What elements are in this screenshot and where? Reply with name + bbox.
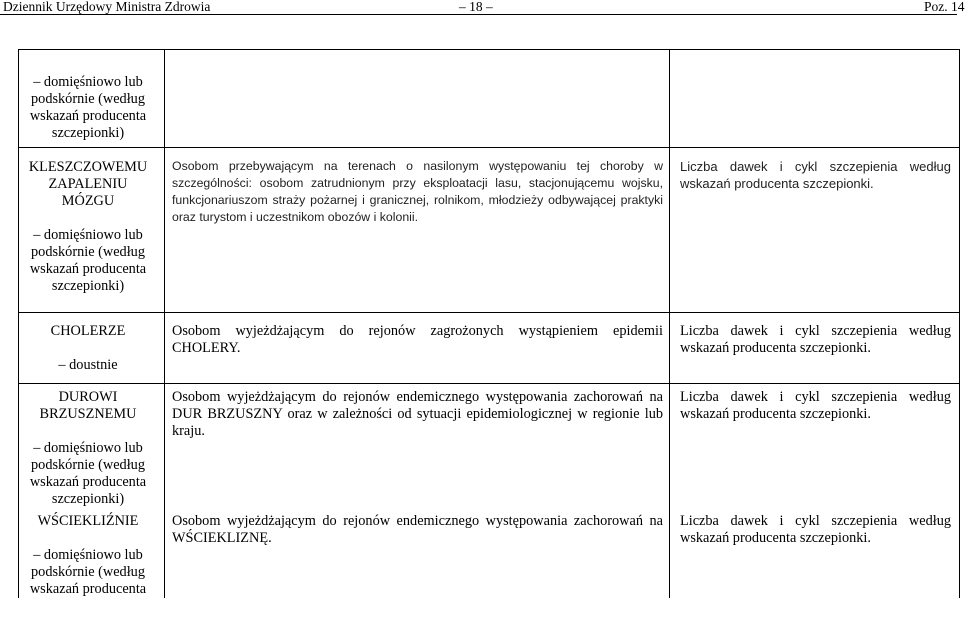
disease-name: KLESZCZOWEMU ZAPALENIU MÓZGU (28, 159, 148, 209)
page-number: – 18 – (459, 0, 493, 14)
disease-name: CHOLERZE (50, 323, 126, 339)
table-row (19, 313, 960, 384)
route-line: wskazań producenta (29, 108, 147, 124)
dosing-cell (670, 384, 960, 509)
dosing-cell (670, 148, 960, 313)
disease-name: DUROWI BRZUSZNEMU (39, 389, 137, 422)
dosing-text: Liczba dawek i cykl szczepienia według wskazań producenta szczepionki. (680, 323, 951, 356)
table-row (19, 508, 960, 598)
dosing-cell (670, 508, 960, 598)
dosing-cell (670, 50, 960, 148)
target-group-cell (165, 384, 670, 509)
route-line: – domięśniowo lub (27, 440, 149, 457)
item-number: Poz. 14 (924, 0, 965, 14)
route-line: wskazań producenta (29, 581, 147, 597)
route-line: szczepionki) (51, 278, 125, 294)
vaccination-table (18, 49, 960, 598)
dosing-text: Liczba dawek i cykl szczepienia według wskazań producenta szczepionki. (680, 513, 951, 546)
route-line: szczepionki) (51, 125, 125, 141)
route-line: – doustnie (27, 357, 149, 374)
disease-cell (19, 508, 165, 598)
disease-name: WŚCIEKLIŹNIE (37, 513, 139, 529)
route-line: podskórnie (według (31, 91, 145, 107)
target-group-text: Osobom przebywającym na terenach o nasilonym występowaniu tej choroby w szczególności: osobom zatrudnionym przy eksploatacji lasu, stacjonującemu wojsku, funkcjonariuszom straży pożarnej i granicznej, rolnikom, młodzieży odbywającej praktyki oraz turystom i uczestnikom obozów i kolonii. (172, 159, 663, 224)
route-line: – domięśniowo lub (27, 227, 149, 244)
header-rule (0, 14, 957, 15)
target-group-text: Osobom wyjeżdżającym do rejonów zagrożonych wystąpieniem epidemii CHOLERY. (172, 323, 663, 356)
target-group-text: Osobom wyjeżdżającym do rejonów endemicznego występowania zachorowań na DUR BRZUSZNY oraz w zależności od sytuacji epidemiologicznej w regionie lub kraju. (172, 389, 663, 439)
dosing-text: Liczba dawek i cykl szczepienia według wskazań producenta szczepionki. (680, 159, 951, 191)
dosing-cell (670, 313, 960, 384)
route-line: podskórnie (według (31, 244, 145, 260)
route-line: – domięśniowo lub (27, 74, 149, 91)
disease-cell (19, 50, 165, 148)
dosing-text: Liczba dawek i cykl szczepienia według wskazań producenta szczepionki. (680, 389, 951, 422)
route-line: – domięśniowo lub (27, 547, 149, 564)
table-row (19, 50, 960, 148)
route-line: podskórnie (według (31, 457, 145, 473)
target-group-cell (165, 313, 670, 384)
journal-title: Dziennik Urzędowy Ministra Zdrowia (3, 0, 211, 14)
route-line: wskazań producenta (29, 261, 147, 277)
target-group-text: Osobom wyjeżdżającym do rejonów endemicznego występowania zachorowań na WŚCIEKLIZNĘ. (172, 513, 663, 546)
route-line: podskórnie (według (31, 564, 145, 580)
disease-cell (19, 313, 165, 384)
target-group-cell (165, 148, 670, 313)
target-group-cell (165, 50, 670, 148)
table-row (19, 148, 960, 313)
target-group-cell (165, 508, 670, 598)
route-line: wskazań producenta (29, 474, 147, 490)
page-header (0, 0, 965, 16)
disease-cell (19, 148, 165, 313)
disease-cell (19, 384, 165, 509)
route-line: szczepionki) (51, 491, 125, 507)
table-row (19, 384, 960, 509)
